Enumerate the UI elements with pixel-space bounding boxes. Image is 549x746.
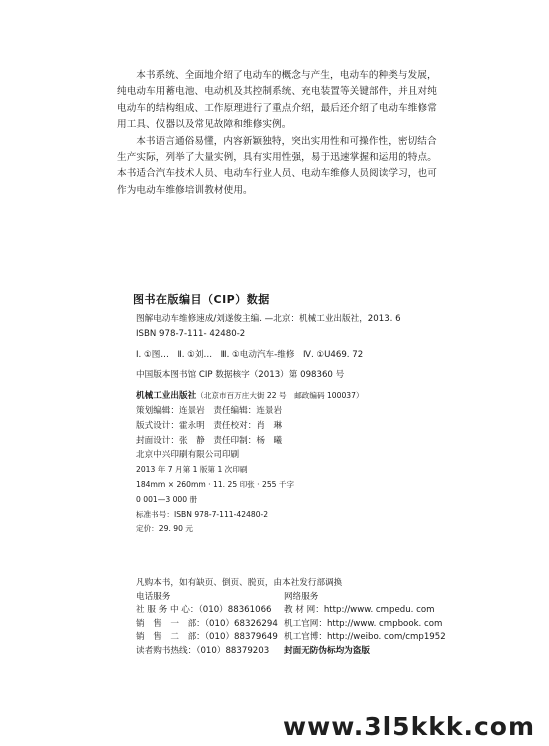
service-phone: 销 售 二 部：（010）88379649 <box>136 632 278 643</box>
format-line: 184mm × 260mm · 11. 25 印张 · 255 千字 <box>136 479 295 489</box>
service-web: 教 材 网：http://www. cmpedu. com <box>284 605 435 616</box>
publisher-line <box>136 389 446 404</box>
publisher-address: （北京市百万庄大街 22 号 邮政编码 100037） <box>196 391 364 401</box>
anti-piracy-notice: 封面无防伪标均为盗版 <box>284 645 370 656</box>
editors-line-2: 版式设计：霍永明 责任校对：肖 琳 <box>136 420 283 431</box>
price-line: 定价：29. 90 元 <box>136 524 193 534</box>
cip-record-number: 中国版本图书馆 CIP 数据核字（2013）第 098360 号 <box>136 370 345 381</box>
abstract-paragraph-1: 本书系统、全面地介绍了电动车的概念与产生，电动车的种类与发展，纯电动车用蓄电池、电动机及其控制系统、充电装置等关键部件，并且对纯电动车的结构组成、工作原理进行了重点介绍，最后还介绍了电动车维修常用工具、仪器以及常见故障和维修实例。 <box>117 70 437 131</box>
cip-classification-line: Ⅰ. ①图… Ⅱ. ①刘… Ⅲ. ①电动汽车-维修 Ⅳ. ①U469. 72 <box>136 349 364 360</box>
cip-record <box>136 312 446 537</box>
cip-isbn-line: ISBN 978-7-111- 42480-2 <box>136 328 246 339</box>
service-row <box>136 631 456 645</box>
copies-line: 0 001—3 000 册 <box>136 494 198 504</box>
return-notice-text: 凡购本书，如有缺页、倒页、脱页，由本社发行部调换 <box>136 578 343 588</box>
service-row <box>136 645 456 659</box>
service-web: 机工官网：http://www. cmpbook. com <box>284 618 443 629</box>
printer-line: 北京中兴印刷有限公司印刷 <box>136 450 240 461</box>
service-web: 机工官博：http://weibo. com/cmp1952 <box>284 632 446 643</box>
publisher-name: 机械工业出版社 <box>136 391 197 402</box>
return-notice <box>136 577 456 591</box>
service-phone: 社 服 务 中 心：（010）88361066 <box>136 605 272 616</box>
site-watermark: www.3l5kkk.com <box>283 712 535 741</box>
cip-heading: 图书在版编目（CIP）数据 <box>133 293 270 306</box>
phone-service-heading: 电话服务 <box>136 591 171 602</box>
edition-line: 2013 年 7 月第 1 版第 1 次印刷 <box>136 465 248 475</box>
service-header-row <box>136 591 456 605</box>
editors-line-1: 策划编辑：连景岩 责任编辑：连景岩 <box>136 405 283 416</box>
editors-line-3: 封面设计：张 静 责任印制：杨 曦 <box>136 435 283 446</box>
cip-title-line: 图解电动车维修速成/刘遂俊主编. —北京：机械工业出版社，2013. 6 <box>136 314 401 324</box>
service-row <box>136 618 456 632</box>
service-row <box>136 604 456 618</box>
web-service-heading: 网络服务 <box>284 591 319 602</box>
service-phone: 读者购书热线：（010）88379203 <box>136 645 270 656</box>
service-info <box>136 577 456 659</box>
book-abstract <box>117 68 443 199</box>
abstract-paragraph-2: 本书语言通俗易懂，内容新颖独特，突出实用性和可操作性，密切结合生产实际，列举了大量实例，具有实用性强，易于迅速掌握和运用的特点。本书适合汽车技术人员、电动车行业人员、电动车维修人员阅读学习，也可作为电动车维修培训教材使用。 <box>117 135 437 196</box>
isbn-line: 标准书号：ISBN 978-7-111-42480-2 <box>136 509 269 519</box>
service-phone: 销 售 一 部：（010）68326294 <box>136 618 278 629</box>
